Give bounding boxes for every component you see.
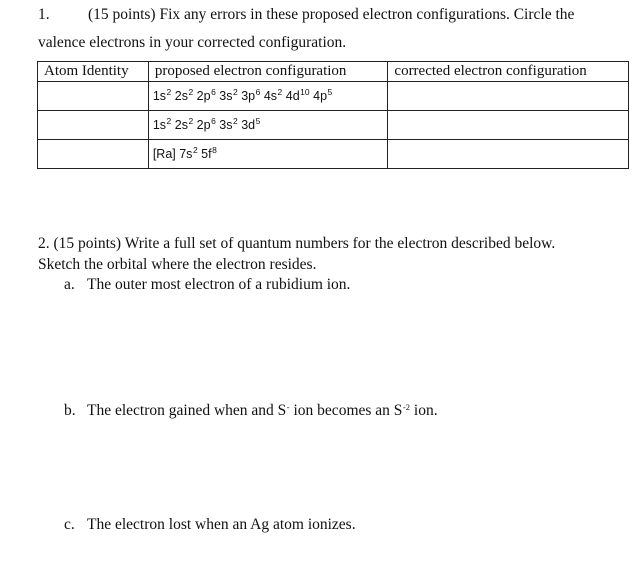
corrected-config-cell[interactable] bbox=[388, 140, 629, 169]
orbital-label: 4d bbox=[285, 89, 300, 103]
config-term bbox=[197, 118, 216, 132]
electron-count: 5 bbox=[327, 87, 333, 97]
electron-count: 6 bbox=[255, 87, 261, 97]
table-header-row bbox=[38, 62, 629, 82]
config-term bbox=[153, 147, 198, 161]
config-term bbox=[241, 89, 260, 103]
q1-text-line1: (15 points) Fix any errors in these proposed electron configurations. Circle the bbox=[88, 6, 575, 23]
q2b-sup-minus: - bbox=[286, 402, 290, 412]
config-term bbox=[286, 89, 310, 103]
orbital-label: 1s bbox=[152, 118, 167, 132]
config-term bbox=[264, 89, 282, 103]
config-term bbox=[219, 89, 237, 103]
orbital-label: 2s bbox=[174, 118, 188, 132]
electron-count: 6 bbox=[211, 116, 216, 126]
q1-text-line2: valence electrons in your corrected configuration. bbox=[38, 34, 347, 51]
q2-line1: 2. (15 points) Write a full set of quantum numbers for the electron described below. bbox=[38, 235, 556, 252]
q2b-label: b. bbox=[64, 402, 76, 419]
config-term bbox=[313, 89, 332, 103]
orbital-label: 4s bbox=[263, 89, 278, 103]
table-row bbox=[38, 111, 629, 140]
atom-identity-cell[interactable] bbox=[38, 140, 149, 169]
electron-count: 5 bbox=[255, 116, 261, 126]
header-atom-identity: Atom Identity bbox=[38, 62, 149, 82]
q2-line2: Sketch the orbital where the electron resides. bbox=[38, 256, 317, 273]
electron-count: 2 bbox=[166, 116, 172, 126]
corrected-config-cell[interactable] bbox=[388, 111, 629, 140]
q2a-text: The outer most electron of a rubidium ion. bbox=[87, 276, 351, 293]
table-row bbox=[38, 82, 629, 111]
config-term bbox=[241, 118, 260, 132]
orbital-label: 3s bbox=[219, 118, 233, 132]
header-corrected-config: corrected electron configuration bbox=[388, 62, 629, 82]
electron-count: 2 bbox=[233, 116, 238, 126]
config-term bbox=[175, 118, 193, 132]
electron-count: 2 bbox=[166, 87, 172, 97]
q2c-text: The electron lost when an Ag atom ionizes. bbox=[87, 516, 356, 533]
q2b-text-post: ion. bbox=[410, 402, 438, 419]
orbital-label: 1s bbox=[152, 89, 167, 103]
q2c-label: c. bbox=[64, 516, 75, 533]
electron-count: 2 bbox=[233, 87, 238, 97]
atom-identity-cell[interactable] bbox=[38, 82, 149, 111]
orbital-label: 2s bbox=[174, 89, 188, 103]
electron-count: 8 bbox=[212, 145, 217, 155]
orbital-label: 3d bbox=[241, 118, 256, 132]
electron-count: 2 bbox=[277, 87, 283, 97]
config-table bbox=[37, 61, 629, 169]
electron-count: 6 bbox=[211, 87, 216, 97]
orbital-label: 2p bbox=[196, 118, 211, 132]
orbital-label: [Ra] 7s bbox=[152, 147, 193, 161]
config-term bbox=[201, 147, 217, 161]
table-row bbox=[38, 140, 629, 169]
electron-count: 2 bbox=[188, 87, 194, 97]
config-term bbox=[153, 118, 171, 132]
header-proposed-config: proposed electron configuration bbox=[148, 62, 388, 82]
config-term bbox=[197, 89, 216, 103]
q2b-sup-minus2: -2 bbox=[402, 402, 411, 412]
proposed-config-cell bbox=[148, 82, 388, 111]
electron-count: 10 bbox=[300, 87, 310, 97]
config-term bbox=[175, 89, 193, 103]
orbital-label: 5f bbox=[201, 147, 212, 161]
config-term bbox=[219, 118, 237, 132]
orbital-label: 2p bbox=[196, 89, 211, 103]
q1-number: 1. bbox=[38, 6, 50, 23]
atom-identity-cell[interactable] bbox=[38, 111, 149, 140]
orbital-label: 3s bbox=[219, 89, 233, 103]
proposed-config-cell bbox=[148, 140, 388, 169]
orbital-label: 4p bbox=[313, 89, 328, 103]
orbital-label: 3p bbox=[241, 89, 256, 103]
q2b-text-pre: The electron gained when and S bbox=[87, 402, 287, 419]
config-term bbox=[153, 89, 171, 103]
proposed-config-cell bbox=[148, 111, 388, 140]
q2b-text bbox=[87, 402, 438, 420]
q2a-label: a. bbox=[64, 276, 75, 293]
electron-count: 2 bbox=[192, 145, 198, 155]
corrected-config-cell[interactable] bbox=[388, 82, 629, 111]
q2b-text-mid: ion becomes an S bbox=[289, 402, 403, 419]
electron-count: 2 bbox=[188, 116, 194, 126]
